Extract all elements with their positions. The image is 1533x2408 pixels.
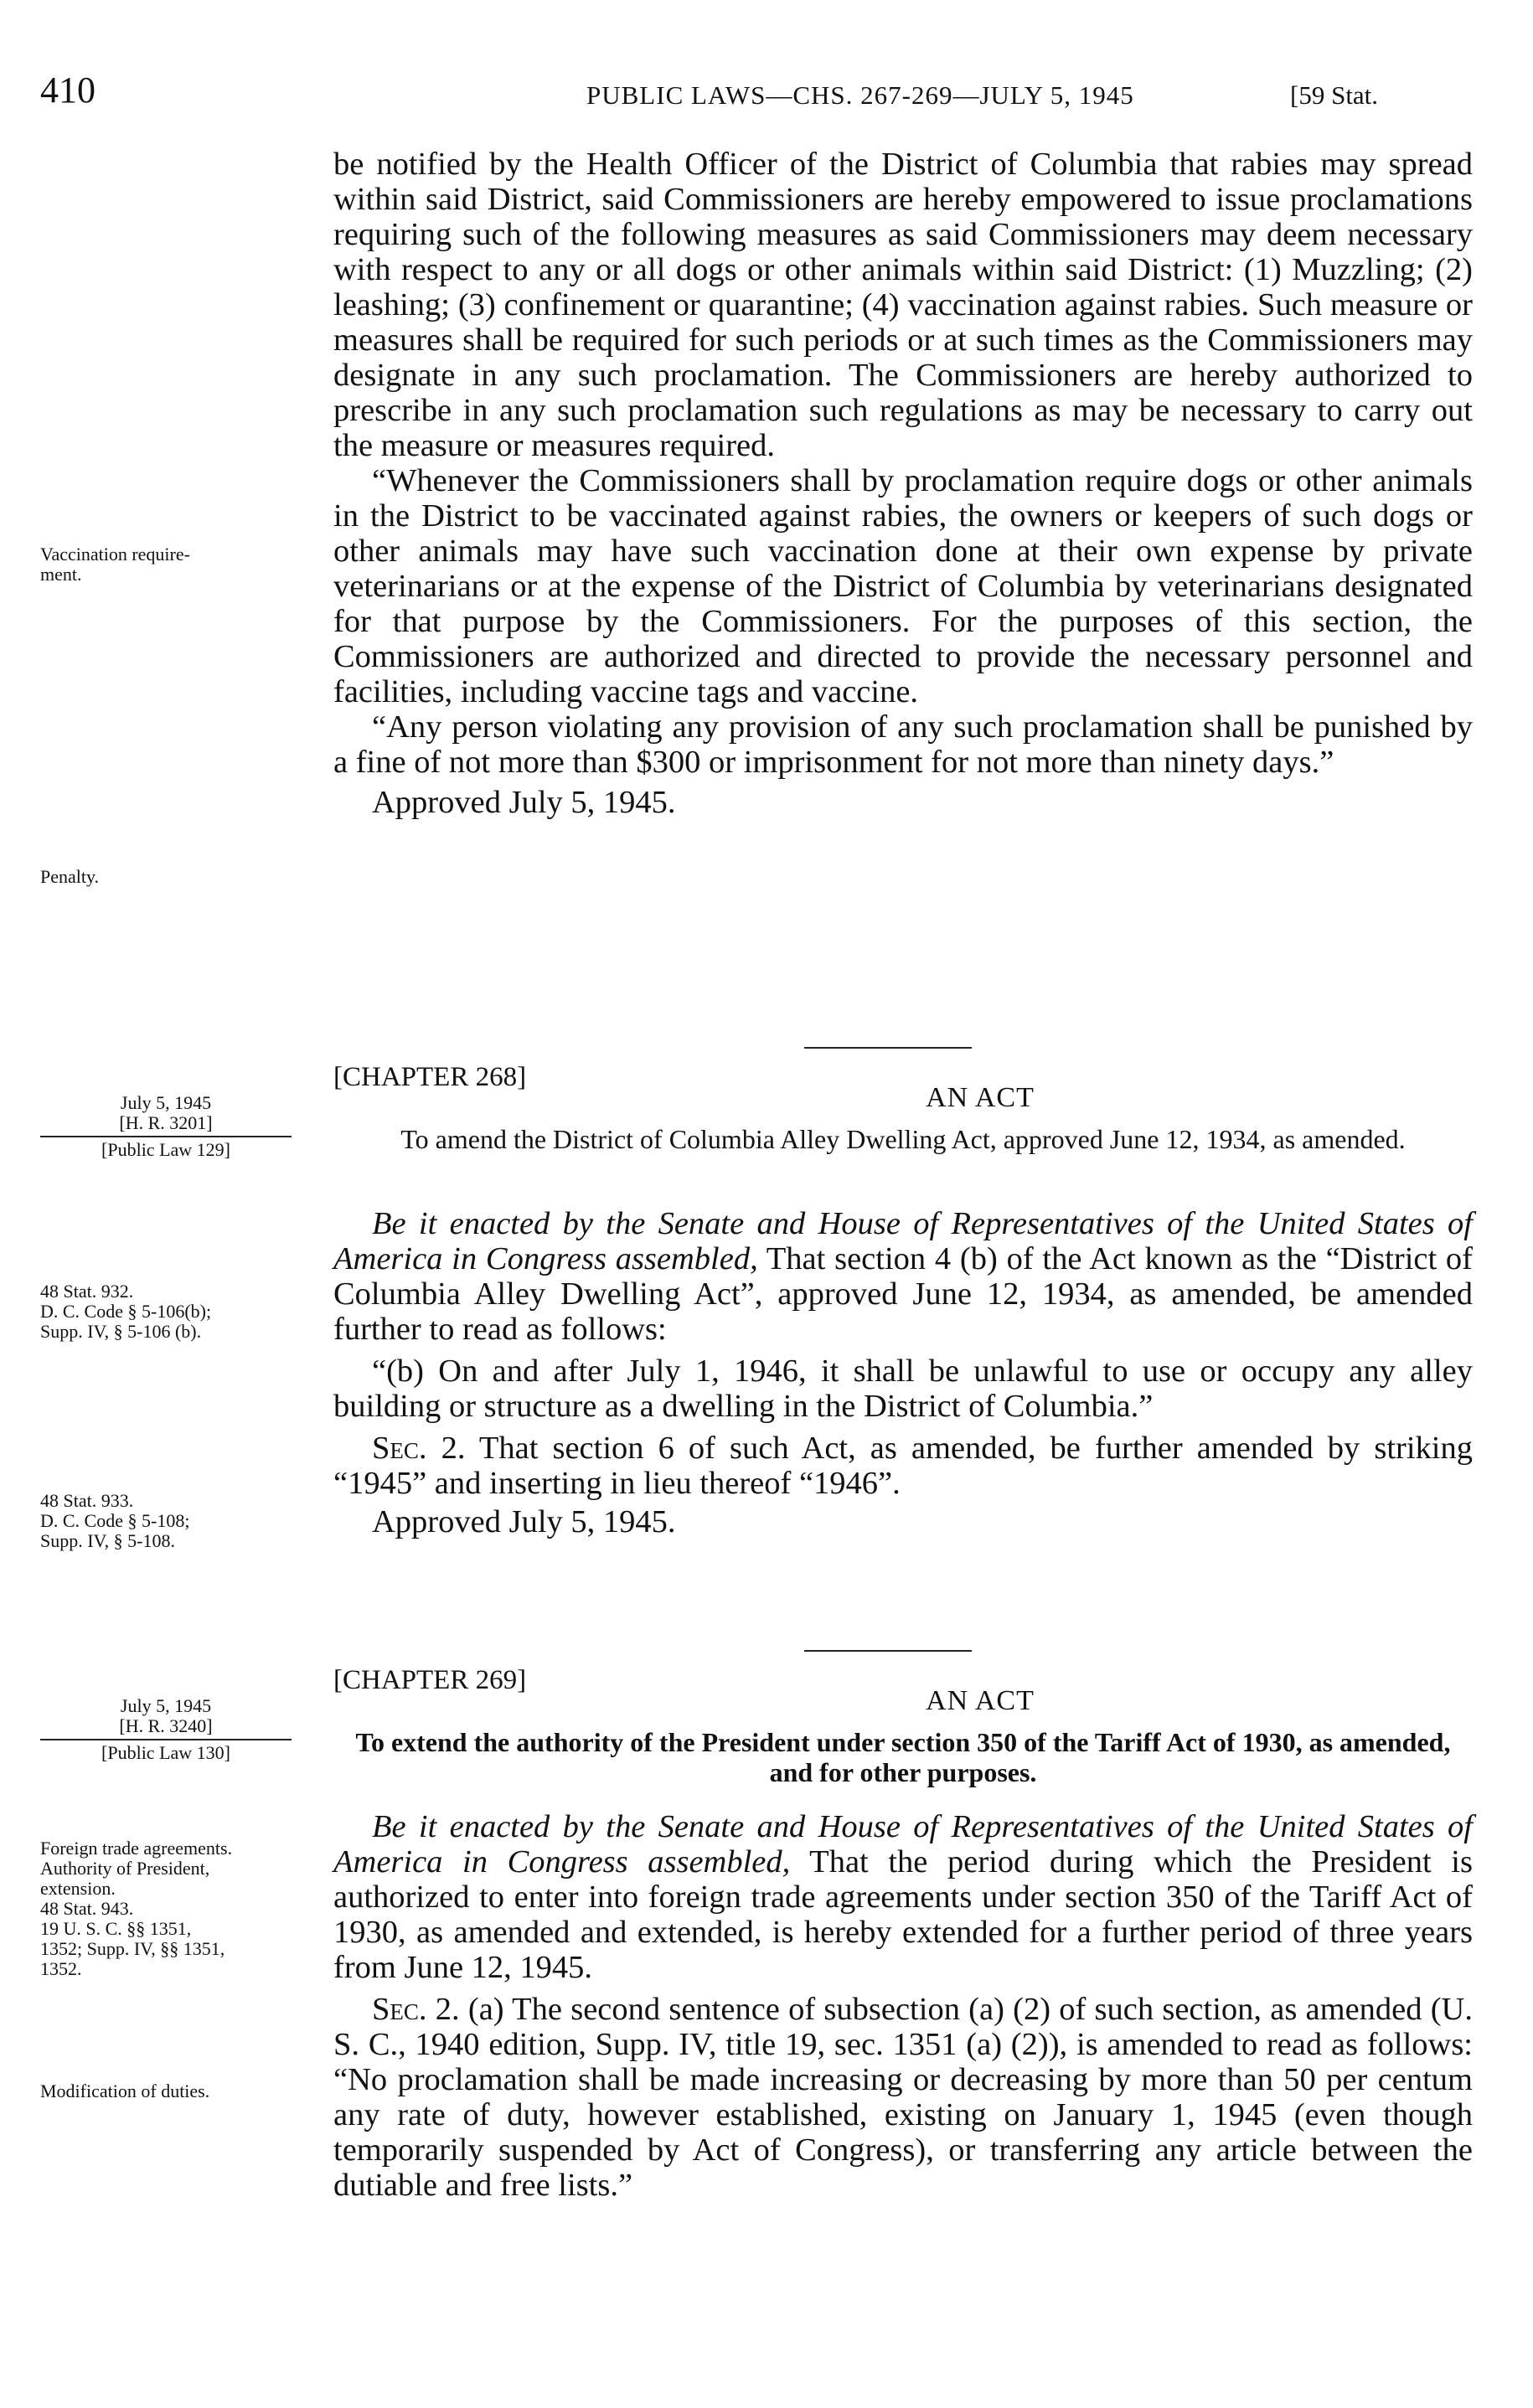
margin-ch269-modification: Modification of duties.	[40, 2081, 210, 2101]
chapter-divider-268	[804, 1047, 972, 1049]
ch267-body	[333, 147, 1473, 820]
ch268-approved: Approved July 5, 1945.	[372, 1504, 676, 1539]
ch269-enacting-clause: Be it enacted by the Senate and House of Representatives of the United States of America in Congress assembled,	[333, 1809, 1473, 1879]
page-number: 410	[40, 70, 95, 111]
margin-ch268-bill: July 5, 1945 [H. R. 3201] [Public Law 129]	[40, 1093, 292, 1160]
running-title: PUBLIC LAWS—CHS. 267-269—JULY 5, 1945	[586, 80, 1134, 110]
ch267-para3: “Any person violating any provision of any such proclamation shall be punished by a fine of not more than $300 or imprisonment for not more than ninety days.”	[333, 709, 1473, 780]
ch269-title: To extend the authority of the President under section 350 of the Tariff Act of 1930, as amended, and for other purposes.	[355, 1727, 1451, 1787]
ch268-title: To amend the District of Columbia Alley Dwelling Act, approved June 12, 1934, as amended.	[400, 1124, 1406, 1154]
running-header	[0, 69, 1533, 119]
ch268-sec2-label: Sec. 2.	[372, 1431, 466, 1466]
ch268-body	[333, 1206, 1473, 1539]
ch267-para1: be notified by the Health Officer of the District of Columbia that rabies may spread within said District, said Commissioners are hereby empowered to issue proclamations requiring such of the following measures as said Commissioners may deem necessary with respect to any or all dogs or other animals within said District: (1) Muzzling; (2) leashing; (3) confinement or quarantine; (4) vaccination against rabies. Such measure or measures shall be required for such periods or at such times as the Commissioners may designate in any such proclamation. The Commissioners are hereby authorized to prescribe in any such proclamation such regulations as may be necessary to carry out the measure or measures required.	[333, 147, 1473, 463]
ch268-an-act: AN ACT	[926, 1082, 1035, 1113]
margin-ch269-notes: Foreign trade agreements. Authority of President, extension. 48 Stat. 943. 19 U. S. C. §§ 1351, 1352; Supp. IV, §§ 1351, 1352.	[40, 1838, 233, 1979]
ch267-approved: Approved July 5, 1945.	[372, 785, 676, 820]
ch268-enacting-clause: Be it enacted by the Senate and House of Representatives of the United States of America in Congress assembled,	[333, 1206, 1473, 1276]
margin-note-penalty: Penalty.	[40, 866, 100, 887]
margin-ch269-bill: July 5, 1945 [H. R. 3240] [Public Law 130]	[40, 1696, 292, 1763]
chapter-divider-269	[804, 1650, 972, 1652]
ch269-sec2: (a) The second sentence of subsection (a) (2) of such section, as amended (U. S. C., 1940 edition, Supp. IV, title 19, sec. 1351 (a) (2)), is amended to read as follows: “No proclamation shall be made increasing or decreasing by more than 50 per centum any rate of duty, however established, existing on January 1, 1945 (even though temporarily suspended by Act of Congress), or transferring any article between the dutiable and free lists.”	[333, 1992, 1473, 2203]
ch269-chapter-label: [CHAPTER 269]	[333, 1665, 527, 1695]
ch269-section1: That the period during which the President is authorized to enter into foreign trade agreements under section 350 of the Tariff Act of 1930, as amended and extended, is hereby extended for a further period of three years from June 12, 1945.	[333, 1844, 1473, 1985]
ch269-an-act: AN ACT	[926, 1685, 1035, 1716]
margin-note-vaccination: Vaccination require- ment.	[40, 544, 190, 585]
ch268-chapter-label: [CHAPTER 268]	[333, 1062, 527, 1092]
margin-ch268-cite1: 48 Stat. 932. D. C. Code § 5-106(b); Supp. IV, § 5-106 (b).	[40, 1281, 212, 1342]
ch267-para2: “Whenever the Commissioners shall by proclamation require dogs or other animals in the District to be vaccinated against rabies, the owners or keepers of such dogs or other animals may have such vaccination done at their own expense by private veterinarians or at the expense of the District of Columbia by veterinarians designated for that purpose by the Commissioners. For the purposes of this section, the Commissioners are authorized and directed to provide the necessary personnel and facilities, including vaccine tags and vaccine.	[333, 463, 1473, 709]
ch269-body	[333, 1809, 1473, 2203]
margin-ch268-cite2: 48 Stat. 933. D. C. Code § 5-108; Supp. IV, § 5-108.	[40, 1490, 190, 1551]
ch268-sec2: That section 6 of such Act, as amended, be further amended by striking “1945” and inserting in lieu thereof “1946”.	[333, 1431, 1473, 1501]
ch268-section1: That section 4 (b) of the Act known as the “District of Columbia Alley Dwelling Act”, approved June 12, 1934, as amended, be amended further to read as follows:	[333, 1241, 1473, 1347]
ch268-quote: “(b) On and after July 1, 1946, it shall be unlawful to use or occupy any alley building or structure as a dwelling in the District of Columbia.”	[333, 1354, 1473, 1424]
volume-citation: [59 Stat.	[1290, 80, 1379, 110]
ch269-sec2-label: Sec. 2.	[372, 1992, 460, 2027]
